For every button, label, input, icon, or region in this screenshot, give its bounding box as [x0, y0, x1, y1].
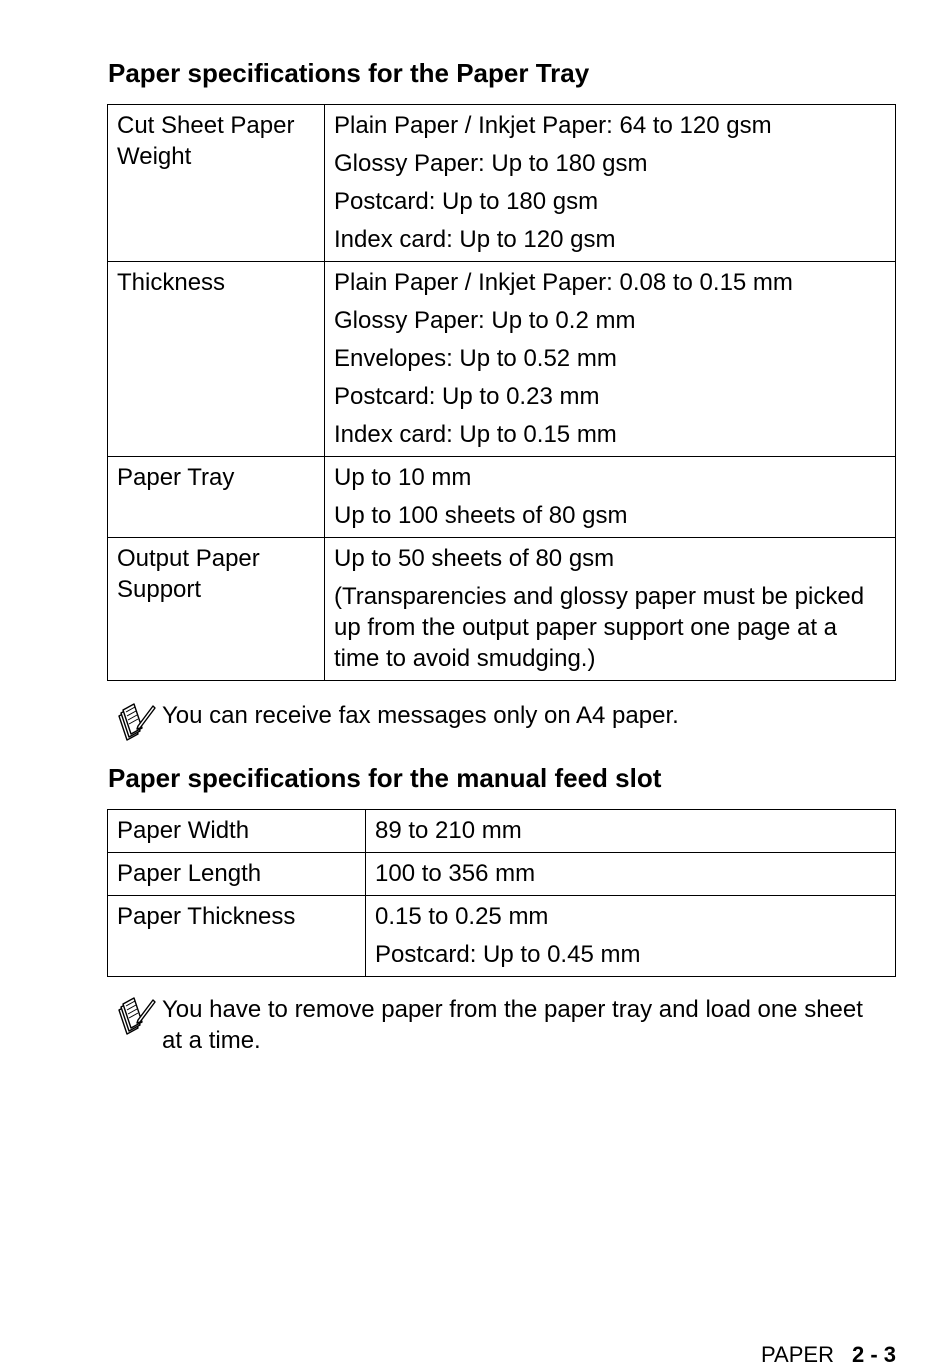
note-text: You have to remove paper from the paper tray and load one sheet at a time.	[162, 996, 863, 1054]
spec-value	[325, 457, 896, 538]
table-row	[108, 538, 896, 681]
spec-value-line: Index card: Up to 120 gsm	[334, 226, 616, 253]
note-manual-feed	[116, 994, 876, 1056]
spec-value-line: Envelopes: Up to 0.52 mm	[334, 345, 617, 372]
spec-value-line: Up to 10 mm	[334, 464, 472, 491]
table-row	[108, 896, 896, 977]
page-number: 2 - 3	[851, 1342, 896, 1367]
spec-value-line: Postcard: Up to 0.45 mm	[375, 941, 641, 968]
spec-value-line: Plain Paper / Inkjet Paper: 64 to 120 gsm	[334, 112, 772, 139]
table-row	[108, 105, 896, 262]
spec-label: Paper Width	[108, 810, 366, 853]
paper-tray-spec-table	[107, 104, 896, 681]
note-text: You can receive fax messages only on A4 paper.	[162, 702, 679, 729]
footer-section: PAPER	[761, 1342, 834, 1367]
page-footer	[761, 1342, 896, 1368]
section-title-paper-tray: Paper specifications for the Paper Tray	[108, 58, 590, 88]
manual-feed-spec-table	[107, 809, 896, 977]
spec-value	[366, 853, 896, 896]
spec-value-line: Glossy Paper: Up to 180 gsm	[334, 150, 648, 177]
note-fax-a4	[116, 700, 876, 731]
spec-label: Cut Sheet Paper Weight	[108, 105, 325, 262]
spec-label: Paper Tray	[108, 457, 325, 538]
spec-value	[366, 896, 896, 977]
spec-value-line: Up to 100 sheets of 80 gsm	[334, 502, 628, 529]
spec-value-line: Postcard: Up to 180 gsm	[334, 188, 599, 215]
table-row	[108, 853, 896, 896]
spec-value	[366, 810, 896, 853]
spec-value	[325, 538, 896, 681]
spec-value-line: 100 to 356 mm	[375, 860, 536, 887]
spec-label: Output Paper Support	[108, 538, 325, 681]
spec-value-line: (Transparencies and glossy paper must be picked up from the output paper support one page at a time to avoid smudging.)	[334, 583, 865, 672]
note-pad-pencil-icon	[116, 702, 156, 742]
spec-value	[325, 105, 896, 262]
spec-value-line: Index card: Up to 0.15 mm	[334, 421, 617, 448]
spec-value-line: Plain Paper / Inkjet Paper: 0.08 to 0.15 mm	[334, 269, 793, 296]
spec-value-line: Glossy Paper: Up to 0.2 mm	[334, 307, 636, 334]
spec-label: Paper Length	[108, 853, 366, 896]
note-pad-pencil-icon	[116, 996, 156, 1036]
spec-value-line: Postcard: Up to 0.23 mm	[334, 383, 600, 410]
table-row	[108, 262, 896, 457]
spec-value-line: Up to 50 sheets of 80 gsm	[334, 545, 615, 572]
spec-value	[325, 262, 896, 457]
spec-value-line: 89 to 210 mm	[375, 817, 522, 844]
table-row	[108, 457, 896, 538]
table-row	[108, 810, 896, 853]
section-title-manual-feed-slot: Paper specifications for the manual feed slot	[108, 763, 662, 793]
spec-label: Paper Thickness	[108, 896, 366, 977]
spec-value-line: 0.15 to 0.25 mm	[375, 903, 549, 930]
spec-label: Thickness	[108, 262, 325, 457]
